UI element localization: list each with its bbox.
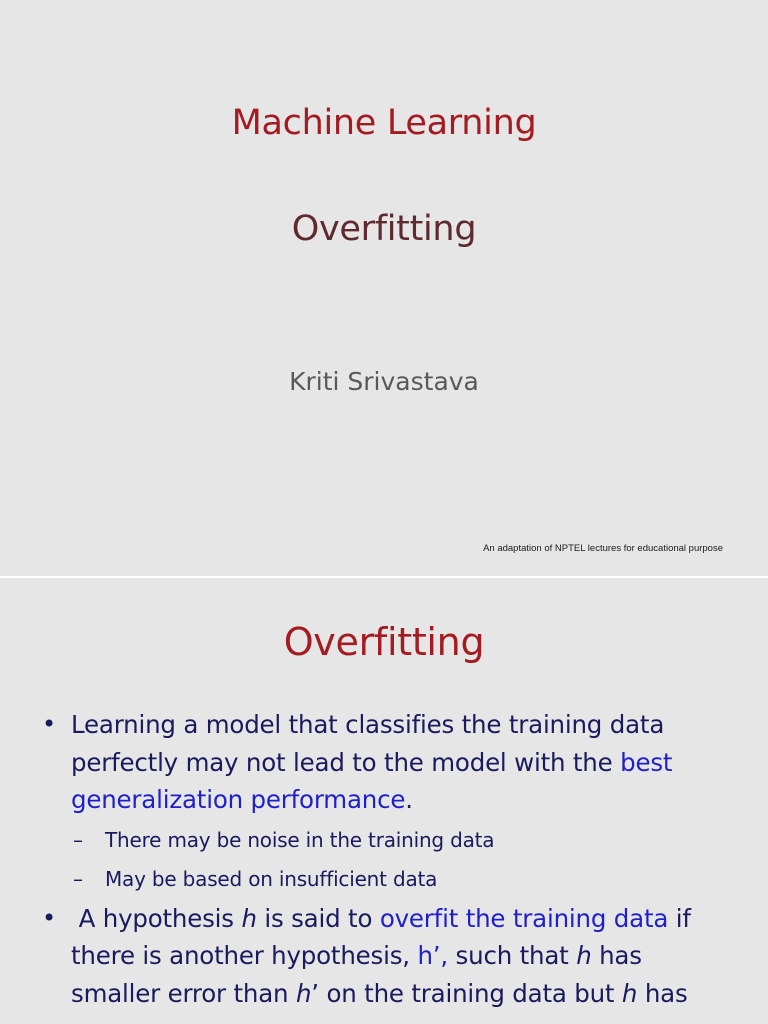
bullet-text: if there is another hypothesis,: [71, 903, 691, 970]
hypothesis-symbol: h: [295, 978, 312, 1008]
highlighted-phrase: h’,: [417, 941, 448, 970]
adaptation-note: An adaptation of NPTEL lectures for educational purpose: [483, 543, 723, 554]
sub-bullet-item: [71, 860, 730, 899]
content-slide: [0, 578, 768, 1024]
hypothesis-symbol: h: [241, 903, 257, 933]
bullet-text: is said to: [256, 903, 380, 933]
sub-bullet-list: [71, 821, 730, 899]
hypothesis-symbol: h: [576, 941, 592, 970]
bullet-text: Learning a model that classifies the training data perfectly may not lead to the model with the: [71, 710, 665, 777]
sub-bullet-item: [71, 821, 730, 860]
slide-subtitle: Overfitting: [291, 209, 477, 249]
content-slide-title: Overfitting: [283, 620, 485, 664]
bullet-icon: •: [42, 903, 56, 932]
bullet-text: has smaller error than: [71, 941, 642, 1008]
hypothesis-symbol: h: [621, 978, 638, 1008]
dash-icon: –: [73, 827, 83, 852]
slide-title: Machine Learning: [231, 103, 537, 143]
bullet-icon: •: [42, 710, 56, 738]
author-name: Kriti Srivastava: [289, 367, 479, 396]
bullet-text: such that: [447, 941, 577, 970]
bullet-item: [40, 706, 730, 899]
bullet-item: [40, 900, 730, 1013]
bullet-list: [40, 706, 730, 1012]
bullet-text: has: [637, 978, 688, 1008]
sub-bullet-text: There may be noise in the training data: [105, 827, 495, 852]
dash-icon: –: [73, 866, 83, 891]
sub-bullet-text: May be based on insufficient data: [105, 866, 438, 891]
highlighted-phrase: overfit the training data: [379, 903, 669, 933]
highlighted-phrase: best generalization performance: [71, 747, 673, 814]
bullet-text: ’ on the training data but: [311, 978, 622, 1008]
bullet-text: .: [405, 785, 413, 814]
bullet-text: A hypothesis: [71, 903, 242, 933]
